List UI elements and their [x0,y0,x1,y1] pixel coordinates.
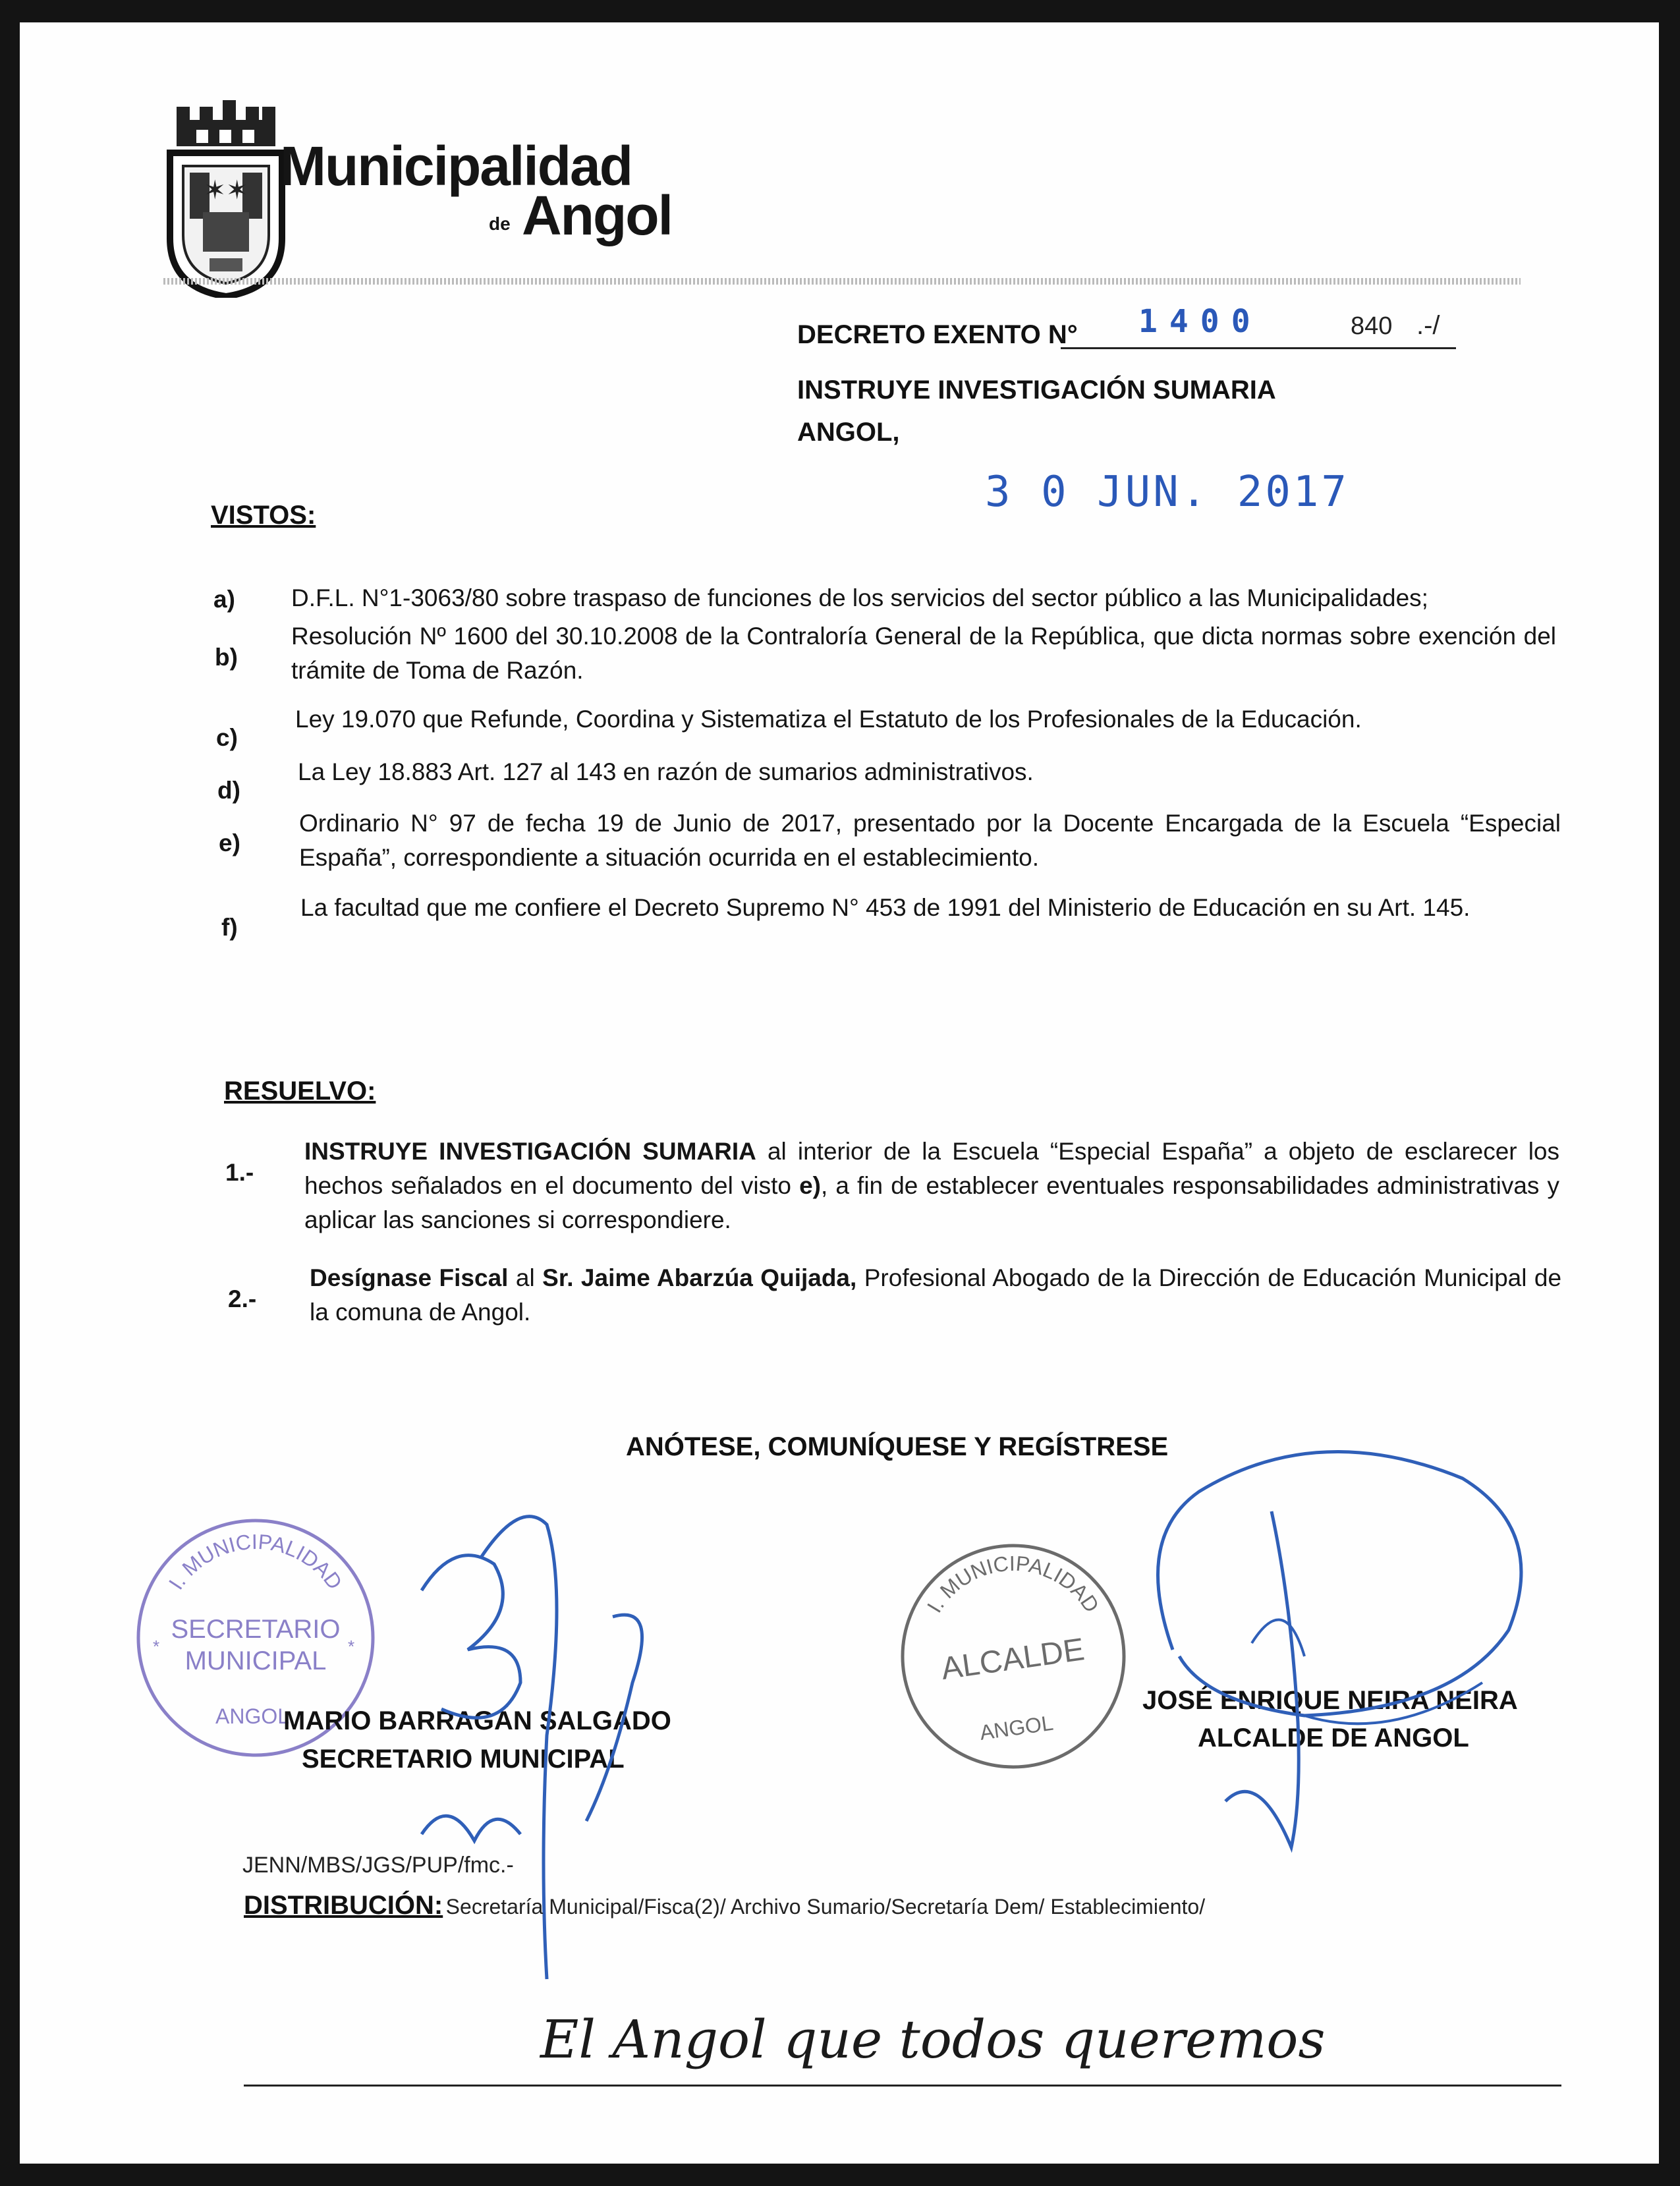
alcalde-stamp-top: I. MUNICIPALIDAD [922,1551,1104,1617]
decree-subject: INSTRUYE INVESTIGACIÓN SUMARIA [797,376,1276,405]
secretario-stamp-line1: SECRETARIO [171,1615,341,1644]
distribution-line [244,1891,1205,1920]
distribution-value: Secretaría Municipal/Fisca(2)/ Archivo Sumario/Secretaría Dem/ Establecimiento/ [445,1895,1206,1919]
decree-number-suffix: .-/ [1416,311,1440,340]
vistos-heading: VISTOS: [211,501,316,530]
resuelvo-item-1-ref: e) [799,1172,822,1199]
mayor-name: JOSÉ ENRIQUE NEIRA NEIRA [1142,1686,1518,1715]
vistos-item-f: La facultad que me confiere el Decreto Supremo N° 453 de 1991 del Ministerio de Educación en su Art. 145. [300,894,1470,921]
mayor-title: ALCALDE DE ANGOL [1198,1724,1469,1752]
alcalde-stamp-center: ALCALDE [939,1632,1087,1687]
secretary-name: MARIO BARRAGÁN SALGADO [283,1706,671,1735]
svg-text:*: * [348,1637,355,1656]
resuelvo-heading: RESUELVO: [224,1077,376,1106]
resuelvo-number-2: 2.- [228,1285,257,1312]
svg-text:*: * [153,1637,160,1656]
date-stamp: 3 0 JUN. 2017 [985,468,1349,517]
distribution-label: DISTRIBUCIÓN: [244,1891,443,1920]
vistos-letter-b: b) [215,644,238,671]
secretario-stamp-top: I. MUNICIPALIDAD [163,1529,347,1594]
resuelvo-item-2-rest: Profesional Abogado de la Dirección de Educación Municipal de la comuna de Angol. [310,1264,1562,1326]
vistos-item-a: D.F.L. N°1-3063/80 sobre traspaso de funciones de los servicios del sector público a las Municipalidades; [291,584,1428,611]
vistos-letter-f: f) [221,914,238,941]
vistos-item-c: Ley 19.070 que Refunde, Coordina y Sistematiza el Estatuto de los Profesionales de la Educación. [295,706,1362,733]
vistos-item-b: Resolución Nº 1600 del 30.10.2008 de la Contraloría General de la República, que dicta normas sobre exención del trámite de Toma de Razón. [291,623,1556,684]
vistos-letter-d: d) [217,777,240,804]
vistos-item-d: La Ley 18.883 Art. 127 al 143 en razón de sumarios administrativos. [298,758,1034,785]
resuelvo-item-2-lead: Desígnase Fiscal [310,1264,509,1291]
resuelvo-number-1: 1.- [225,1159,254,1186]
resuelvo-item-2-mid: al [515,1264,535,1291]
vistos-letter-a: a) [213,586,235,613]
municipality-name-de: de [489,213,511,234]
secretario-stamp-bottom: ANGOL [215,1704,290,1728]
resuelvo-item-2-name: Sr. Jaime Abarzúa Quijada, [542,1264,857,1291]
resuelvo-item-1-part1: al interior de la Escuela “Especial España” a objeto de esclarecer los hechos señalados en el documento del visto [304,1138,1560,1199]
closing-formula: ANÓTESE, COMUNÍQUESE Y REGÍSTRESE [626,1432,1169,1461]
document-page [20,22,1659,2164]
reference-initials: JENN/MBS/JGS/PUP/fmc.- [242,1853,514,1878]
secretary-title: SECRETARIO MUNICIPAL [302,1745,625,1774]
vistos-item-e: Ordinario N° 97 de fecha 19 de Junio de 2017, presentado por la Docente Encargada de la Escuela “Especial España”, correspondiente a situación ocurrida en el establecimiento. [299,810,1561,871]
secretario-stamp-line2: MUNICIPAL [184,1646,327,1675]
motto: El Angol que todos queremos [540,2009,1326,2070]
vistos-letter-e: e) [219,829,240,856]
footer-rule [244,2085,1561,2087]
municipality-name-line2: Angol [522,184,672,246]
vistos-letter-c: c) [216,724,238,751]
decree-number-handwritten: 840 [1351,312,1393,340]
decree-label: DECRETO EXENTO N° [797,320,1078,349]
decree-place: ANGOL, [797,418,900,447]
decree-number-stamp: 1400 [1138,303,1262,340]
svg-text:✶✶: ✶✶ [204,176,248,205]
resuelvo-item-1-lead: INSTRUYE INVESTIGACIÓN SUMARIA [304,1138,756,1165]
alcalde-stamp-bottom: ANGOL [978,1710,1055,1745]
resuelvo-item-1-part2: , a fin de establecer eventuales responsabilidades administrativas y aplicar las sanciones si correspondiere. [304,1172,1560,1233]
handwritten-signatures [20,22,1659,2164]
municipality-name-line1: Municipalidad [280,135,632,197]
